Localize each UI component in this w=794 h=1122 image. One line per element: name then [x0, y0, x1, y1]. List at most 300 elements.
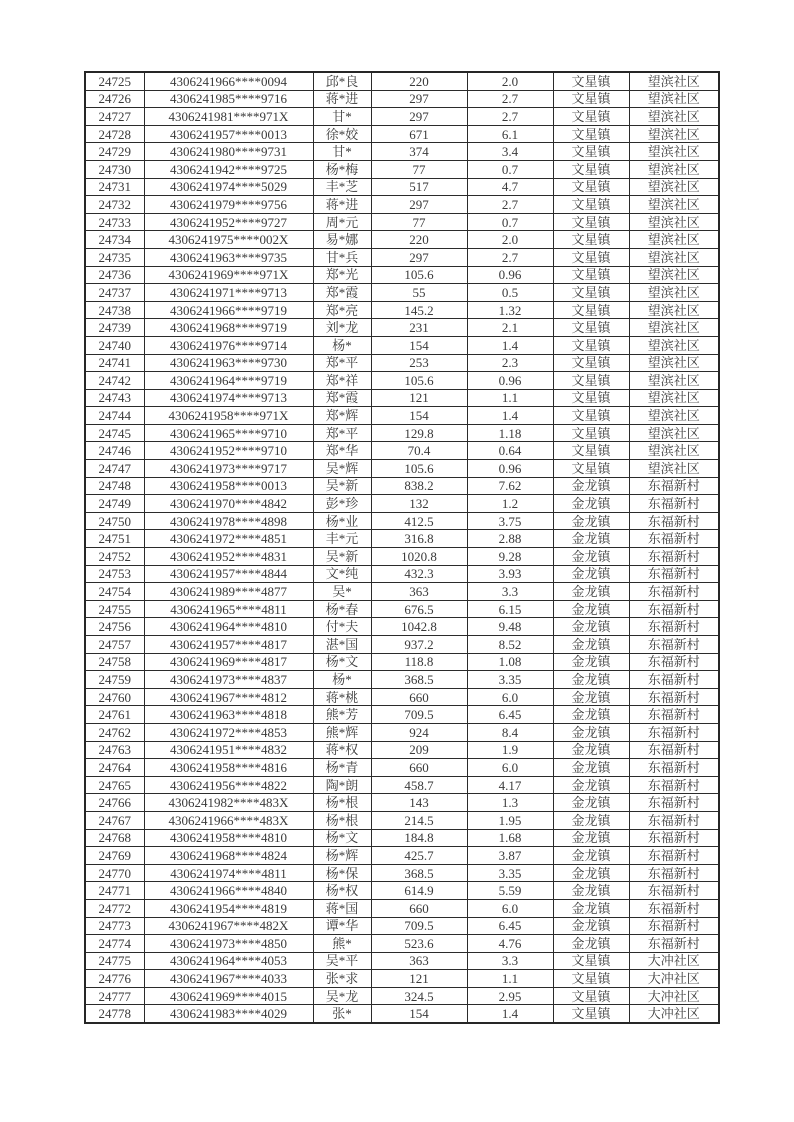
- table-row: [85, 301, 719, 319]
- table-row: [85, 512, 719, 530]
- cell-name: 郑*辉: [313, 407, 371, 425]
- cell-amount: 363: [371, 583, 467, 601]
- table-row: [85, 548, 719, 566]
- cell-serial: 24753: [85, 565, 144, 583]
- cell-amount: 297: [371, 108, 467, 126]
- cell-amount: 121: [371, 970, 467, 988]
- cell-id-number: 4306241980****9731: [144, 143, 313, 161]
- cell-rate: 6.0: [467, 759, 553, 777]
- table-row: [85, 882, 719, 900]
- cell-id-number: 4306241964****4053: [144, 952, 313, 970]
- cell-serial: 24733: [85, 213, 144, 231]
- cell-town: 金龙镇: [553, 741, 629, 759]
- cell-serial: 24737: [85, 284, 144, 302]
- cell-rate: 4.76: [467, 935, 553, 953]
- cell-village: 望滨社区: [629, 354, 719, 372]
- cell-village: 东福新村: [629, 882, 719, 900]
- table-row: [85, 811, 719, 829]
- cell-amount: 132: [371, 495, 467, 513]
- cell-town: 金龙镇: [553, 759, 629, 777]
- cell-name: 丰*芝: [313, 178, 371, 196]
- cell-town: 金龙镇: [553, 847, 629, 865]
- cell-village: 望滨社区: [629, 284, 719, 302]
- cell-id-number: 4306241958****971X: [144, 407, 313, 425]
- cell-id-number: 4306241952****9710: [144, 442, 313, 460]
- cell-id-number: 4306241976****9714: [144, 336, 313, 354]
- cell-id-number: 4306241967****482X: [144, 917, 313, 935]
- cell-name: 蒋*桃: [313, 688, 371, 706]
- cell-rate: 9.48: [467, 618, 553, 636]
- cell-village: 东福新村: [629, 759, 719, 777]
- cell-serial: 24750: [85, 512, 144, 530]
- table-row: [85, 160, 719, 178]
- cell-name: 谭*华: [313, 917, 371, 935]
- cell-id-number: 4306241974****9713: [144, 389, 313, 407]
- table-row: [85, 90, 719, 108]
- cell-id-number: 4306241954****4819: [144, 899, 313, 917]
- table-row: [85, 794, 719, 812]
- cell-rate: 4.17: [467, 776, 553, 794]
- cell-village: 东福新村: [629, 741, 719, 759]
- cell-rate: 5.59: [467, 882, 553, 900]
- cell-id-number: 4306241969****4015: [144, 987, 313, 1005]
- cell-name: 杨*文: [313, 653, 371, 671]
- cell-name: 湛*国: [313, 636, 371, 654]
- cell-amount: 660: [371, 688, 467, 706]
- cell-amount: 458.7: [371, 776, 467, 794]
- table-row: [85, 1005, 719, 1023]
- cell-rate: 1.3: [467, 794, 553, 812]
- cell-serial: 24740: [85, 336, 144, 354]
- table-row: [85, 178, 719, 196]
- cell-town: 文星镇: [553, 248, 629, 266]
- cell-rate: 2.88: [467, 530, 553, 548]
- cell-town: 金龙镇: [553, 829, 629, 847]
- cell-village: 望滨社区: [629, 389, 719, 407]
- cell-id-number: 4306241974****5029: [144, 178, 313, 196]
- cell-village: 东福新村: [629, 565, 719, 583]
- cell-id-number: 4306241957****4817: [144, 636, 313, 654]
- cell-town: 文星镇: [553, 231, 629, 249]
- cell-village: 东福新村: [629, 829, 719, 847]
- cell-id-number: 4306241958****4816: [144, 759, 313, 777]
- cell-town: 金龙镇: [553, 882, 629, 900]
- cell-amount: 77: [371, 160, 467, 178]
- cell-serial: 24746: [85, 442, 144, 460]
- cell-serial: 24752: [85, 548, 144, 566]
- cell-village: 东福新村: [629, 600, 719, 618]
- cell-id-number: 4306241973****4837: [144, 671, 313, 689]
- cell-serial: 24760: [85, 688, 144, 706]
- cell-town: 金龙镇: [553, 776, 629, 794]
- cell-id-number: 4306241966****483X: [144, 811, 313, 829]
- cell-serial: 24769: [85, 847, 144, 865]
- cell-name: 文*纯: [313, 565, 371, 583]
- cell-id-number: 4306241965****4811: [144, 600, 313, 618]
- cell-town: 文星镇: [553, 213, 629, 231]
- cell-id-number: 4306241967****4812: [144, 688, 313, 706]
- cell-serial: 24725: [85, 72, 144, 90]
- cell-amount: 209: [371, 741, 467, 759]
- cell-serial: 24767: [85, 811, 144, 829]
- cell-town: 文星镇: [553, 284, 629, 302]
- cell-amount: 709.5: [371, 706, 467, 724]
- cell-serial: 24741: [85, 354, 144, 372]
- cell-town: 金龙镇: [553, 653, 629, 671]
- cell-amount: 368.5: [371, 671, 467, 689]
- cell-village: 东福新村: [629, 776, 719, 794]
- cell-id-number: 4306241964****9719: [144, 372, 313, 390]
- cell-name: 吴*新: [313, 548, 371, 566]
- cell-amount: 55: [371, 284, 467, 302]
- cell-id-number: 4306241981****971X: [144, 108, 313, 126]
- cell-id-number: 4306241968****9719: [144, 319, 313, 337]
- cell-town: 文星镇: [553, 319, 629, 337]
- cell-name: 甘*: [313, 108, 371, 126]
- cell-name: 丰*元: [313, 530, 371, 548]
- cell-serial: 24748: [85, 477, 144, 495]
- cell-amount: 432.3: [371, 565, 467, 583]
- table-row: [85, 231, 719, 249]
- cell-id-number: 4306241951****4832: [144, 741, 313, 759]
- cell-rate: 3.93: [467, 565, 553, 583]
- cell-town: 文星镇: [553, 266, 629, 284]
- cell-name: 吴*龙: [313, 987, 371, 1005]
- cell-village: 望滨社区: [629, 108, 719, 126]
- cell-name: 郑*霞: [313, 389, 371, 407]
- cell-serial: 24777: [85, 987, 144, 1005]
- cell-rate: 3.3: [467, 583, 553, 601]
- table-row: [85, 759, 719, 777]
- cell-village: 东福新村: [629, 671, 719, 689]
- cell-id-number: 4306241975****002X: [144, 231, 313, 249]
- cell-village: 东福新村: [629, 899, 719, 917]
- cell-village: 东福新村: [629, 583, 719, 601]
- cell-rate: 1.18: [467, 424, 553, 442]
- cell-town: 金龙镇: [553, 811, 629, 829]
- cell-name: 杨*业: [313, 512, 371, 530]
- cell-serial: 24732: [85, 196, 144, 214]
- table-row: [85, 477, 719, 495]
- cell-village: 望滨社区: [629, 407, 719, 425]
- cell-name: 杨*文: [313, 829, 371, 847]
- cell-serial: 24729: [85, 143, 144, 161]
- table-row: [85, 72, 719, 90]
- cell-name: 蒋*进: [313, 90, 371, 108]
- cell-town: 金龙镇: [553, 723, 629, 741]
- cell-serial: 24754: [85, 583, 144, 601]
- cell-rate: 0.96: [467, 266, 553, 284]
- cell-name: 徐*姣: [313, 125, 371, 143]
- cell-name: 周*元: [313, 213, 371, 231]
- table-row: [85, 125, 719, 143]
- cell-village: 东福新村: [629, 935, 719, 953]
- cell-serial: 24727: [85, 108, 144, 126]
- cell-id-number: 4306241966****9719: [144, 301, 313, 319]
- cell-village: 望滨社区: [629, 160, 719, 178]
- cell-rate: 3.87: [467, 847, 553, 865]
- cell-village: 望滨社区: [629, 372, 719, 390]
- table-row: [85, 935, 719, 953]
- table-row: [85, 354, 719, 372]
- cell-rate: 3.4: [467, 143, 553, 161]
- cell-name: 蒋*权: [313, 741, 371, 759]
- cell-serial: 24743: [85, 389, 144, 407]
- cell-serial: 24778: [85, 1005, 144, 1023]
- cell-serial: 24774: [85, 935, 144, 953]
- cell-serial: 24736: [85, 266, 144, 284]
- cell-serial: 24726: [85, 90, 144, 108]
- table-row: [85, 248, 719, 266]
- cell-rate: 9.28: [467, 548, 553, 566]
- cell-amount: 105.6: [371, 266, 467, 284]
- cell-serial: 24731: [85, 178, 144, 196]
- cell-name: 彭*珍: [313, 495, 371, 513]
- cell-name: 郑*祥: [313, 372, 371, 390]
- cell-id-number: 4306241957****0013: [144, 125, 313, 143]
- cell-rate: 1.95: [467, 811, 553, 829]
- cell-id-number: 4306241972****4853: [144, 723, 313, 741]
- cell-id-number: 4306241973****9717: [144, 460, 313, 478]
- cell-rate: 2.0: [467, 231, 553, 249]
- cell-serial: 24755: [85, 600, 144, 618]
- table-row: [85, 284, 719, 302]
- cell-id-number: 4306241963****4818: [144, 706, 313, 724]
- cell-village: 东福新村: [629, 512, 719, 530]
- cell-id-number: 4306241985****9716: [144, 90, 313, 108]
- cell-amount: 614.9: [371, 882, 467, 900]
- cell-rate: 0.5: [467, 284, 553, 302]
- table-row: [85, 213, 719, 231]
- cell-name: 甘*: [313, 143, 371, 161]
- cell-serial: 24759: [85, 671, 144, 689]
- cell-town: 金龙镇: [553, 864, 629, 882]
- cell-id-number: 4306241968****4824: [144, 847, 313, 865]
- cell-serial: 24757: [85, 636, 144, 654]
- cell-village: 望滨社区: [629, 460, 719, 478]
- cell-town: 金龙镇: [553, 636, 629, 654]
- cell-serial: 24742: [85, 372, 144, 390]
- cell-village: 东福新村: [629, 688, 719, 706]
- cell-name: 杨*青: [313, 759, 371, 777]
- cell-serial: 24768: [85, 829, 144, 847]
- cell-amount: 1020.8: [371, 548, 467, 566]
- cell-id-number: 4306241963****9735: [144, 248, 313, 266]
- cell-amount: 517: [371, 178, 467, 196]
- table-row: [85, 741, 719, 759]
- cell-amount: 297: [371, 90, 467, 108]
- cell-name: 杨*根: [313, 794, 371, 812]
- cell-amount: 154: [371, 1005, 467, 1023]
- cell-town: 金龙镇: [553, 495, 629, 513]
- cell-id-number: 4306241982****483X: [144, 794, 313, 812]
- cell-town: 文星镇: [553, 460, 629, 478]
- cell-town: 文星镇: [553, 442, 629, 460]
- cell-rate: 1.1: [467, 970, 553, 988]
- cell-village: 望滨社区: [629, 301, 719, 319]
- cell-amount: 77: [371, 213, 467, 231]
- table-row: [85, 372, 719, 390]
- cell-rate: 1.4: [467, 336, 553, 354]
- cell-town: 文星镇: [553, 178, 629, 196]
- cell-rate: 1.4: [467, 1005, 553, 1023]
- cell-rate: 0.7: [467, 213, 553, 231]
- cell-rate: 6.1: [467, 125, 553, 143]
- cell-name: 郑*华: [313, 442, 371, 460]
- cell-village: 东福新村: [629, 548, 719, 566]
- cell-serial: 24770: [85, 864, 144, 882]
- cell-town: 文星镇: [553, 301, 629, 319]
- cell-serial: 24773: [85, 917, 144, 935]
- cell-serial: 24772: [85, 899, 144, 917]
- cell-amount: 70.4: [371, 442, 467, 460]
- cell-amount: 412.5: [371, 512, 467, 530]
- cell-amount: 118.8: [371, 653, 467, 671]
- cell-name: 杨*: [313, 336, 371, 354]
- cell-amount: 709.5: [371, 917, 467, 935]
- cell-rate: 3.35: [467, 864, 553, 882]
- cell-village: 望滨社区: [629, 424, 719, 442]
- cell-name: 郑*亮: [313, 301, 371, 319]
- cell-amount: 105.6: [371, 460, 467, 478]
- cell-amount: 1042.8: [371, 618, 467, 636]
- table-row: [85, 688, 719, 706]
- cell-name: 付*夫: [313, 618, 371, 636]
- cell-rate: 6.45: [467, 917, 553, 935]
- cell-id-number: 4306241967****4033: [144, 970, 313, 988]
- cell-town: 金龙镇: [553, 530, 629, 548]
- table-row: [85, 952, 719, 970]
- cell-amount: 374: [371, 143, 467, 161]
- cell-id-number: 4306241964****4810: [144, 618, 313, 636]
- cell-town: 文星镇: [553, 336, 629, 354]
- cell-village: 望滨社区: [629, 336, 719, 354]
- cell-amount: 660: [371, 759, 467, 777]
- cell-name: 吴*: [313, 583, 371, 601]
- table-body: [85, 72, 719, 1023]
- cell-name: 杨*权: [313, 882, 371, 900]
- cell-village: 东福新村: [629, 847, 719, 865]
- cell-rate: 0.7: [467, 160, 553, 178]
- cell-name: 杨*: [313, 671, 371, 689]
- cell-name: 邱*良: [313, 72, 371, 90]
- cell-village: 望滨社区: [629, 266, 719, 284]
- cell-town: 文星镇: [553, 372, 629, 390]
- cell-name: 郑*平: [313, 354, 371, 372]
- cell-town: 文星镇: [553, 424, 629, 442]
- cell-village: 东福新村: [629, 864, 719, 882]
- cell-amount: 220: [371, 72, 467, 90]
- cell-name: 蒋*进: [313, 196, 371, 214]
- cell-serial: 24751: [85, 530, 144, 548]
- cell-rate: 2.7: [467, 108, 553, 126]
- cell-amount: 660: [371, 899, 467, 917]
- cell-id-number: 4306241979****9756: [144, 196, 313, 214]
- cell-town: 金龙镇: [553, 565, 629, 583]
- cell-rate: 0.64: [467, 442, 553, 460]
- cell-rate: 3.3: [467, 952, 553, 970]
- cell-name: 杨*保: [313, 864, 371, 882]
- cell-id-number: 4306241952****9727: [144, 213, 313, 231]
- cell-village: 望滨社区: [629, 143, 719, 161]
- cell-rate: 1.4: [467, 407, 553, 425]
- cell-amount: 253: [371, 354, 467, 372]
- cell-serial: 24764: [85, 759, 144, 777]
- table-row: [85, 389, 719, 407]
- table-row: [85, 618, 719, 636]
- table-row: [85, 864, 719, 882]
- cell-id-number: 4306241973****4850: [144, 935, 313, 953]
- table-row: [85, 847, 719, 865]
- cell-id-number: 4306241957****4844: [144, 565, 313, 583]
- cell-village: 望滨社区: [629, 231, 719, 249]
- cell-serial: 24734: [85, 231, 144, 249]
- cell-amount: 220: [371, 231, 467, 249]
- cell-rate: 0.96: [467, 372, 553, 390]
- cell-town: 文星镇: [553, 108, 629, 126]
- cell-id-number: 4306241956****4822: [144, 776, 313, 794]
- cell-serial: 24762: [85, 723, 144, 741]
- cell-serial: 24756: [85, 618, 144, 636]
- cell-amount: 145.2: [371, 301, 467, 319]
- cell-rate: 7.62: [467, 477, 553, 495]
- cell-town: 金龙镇: [553, 917, 629, 935]
- cell-village: 东福新村: [629, 636, 719, 654]
- cell-village: 东福新村: [629, 530, 719, 548]
- cell-rate: 3.75: [467, 512, 553, 530]
- cell-town: 文星镇: [553, 970, 629, 988]
- table-row: [85, 653, 719, 671]
- cell-id-number: 4306241965****9710: [144, 424, 313, 442]
- table-row: [85, 565, 719, 583]
- cell-amount: 297: [371, 196, 467, 214]
- table-row: [85, 319, 719, 337]
- cell-village: 望滨社区: [629, 213, 719, 231]
- cell-id-number: 4306241942****9725: [144, 160, 313, 178]
- table-row: [85, 266, 719, 284]
- cell-name: 郑*平: [313, 424, 371, 442]
- cell-name: 易*娜: [313, 231, 371, 249]
- cell-town: 金龙镇: [553, 583, 629, 601]
- cell-village: 东福新村: [629, 794, 719, 812]
- cell-serial: 24776: [85, 970, 144, 988]
- cell-amount: 924: [371, 723, 467, 741]
- cell-village: 望滨社区: [629, 125, 719, 143]
- table-row: [85, 987, 719, 1005]
- cell-rate: 8.52: [467, 636, 553, 654]
- subsidy-records-table: [84, 71, 720, 1024]
- cell-name: 张*求: [313, 970, 371, 988]
- cell-rate: 4.7: [467, 178, 553, 196]
- cell-id-number: 4306241969****4817: [144, 653, 313, 671]
- table-row: [85, 460, 719, 478]
- cell-rate: 1.2: [467, 495, 553, 513]
- table-row: [85, 917, 719, 935]
- cell-village: 大冲社区: [629, 952, 719, 970]
- cell-village: 大冲社区: [629, 1005, 719, 1023]
- cell-id-number: 4306241983****4029: [144, 1005, 313, 1023]
- cell-village: 大冲社区: [629, 970, 719, 988]
- cell-amount: 316.8: [371, 530, 467, 548]
- cell-rate: 2.3: [467, 354, 553, 372]
- cell-town: 文星镇: [553, 196, 629, 214]
- cell-amount: 129.8: [371, 424, 467, 442]
- cell-serial: 24728: [85, 125, 144, 143]
- cell-village: 望滨社区: [629, 196, 719, 214]
- table-row: [85, 442, 719, 460]
- cell-id-number: 4306241958****4810: [144, 829, 313, 847]
- cell-serial: 24763: [85, 741, 144, 759]
